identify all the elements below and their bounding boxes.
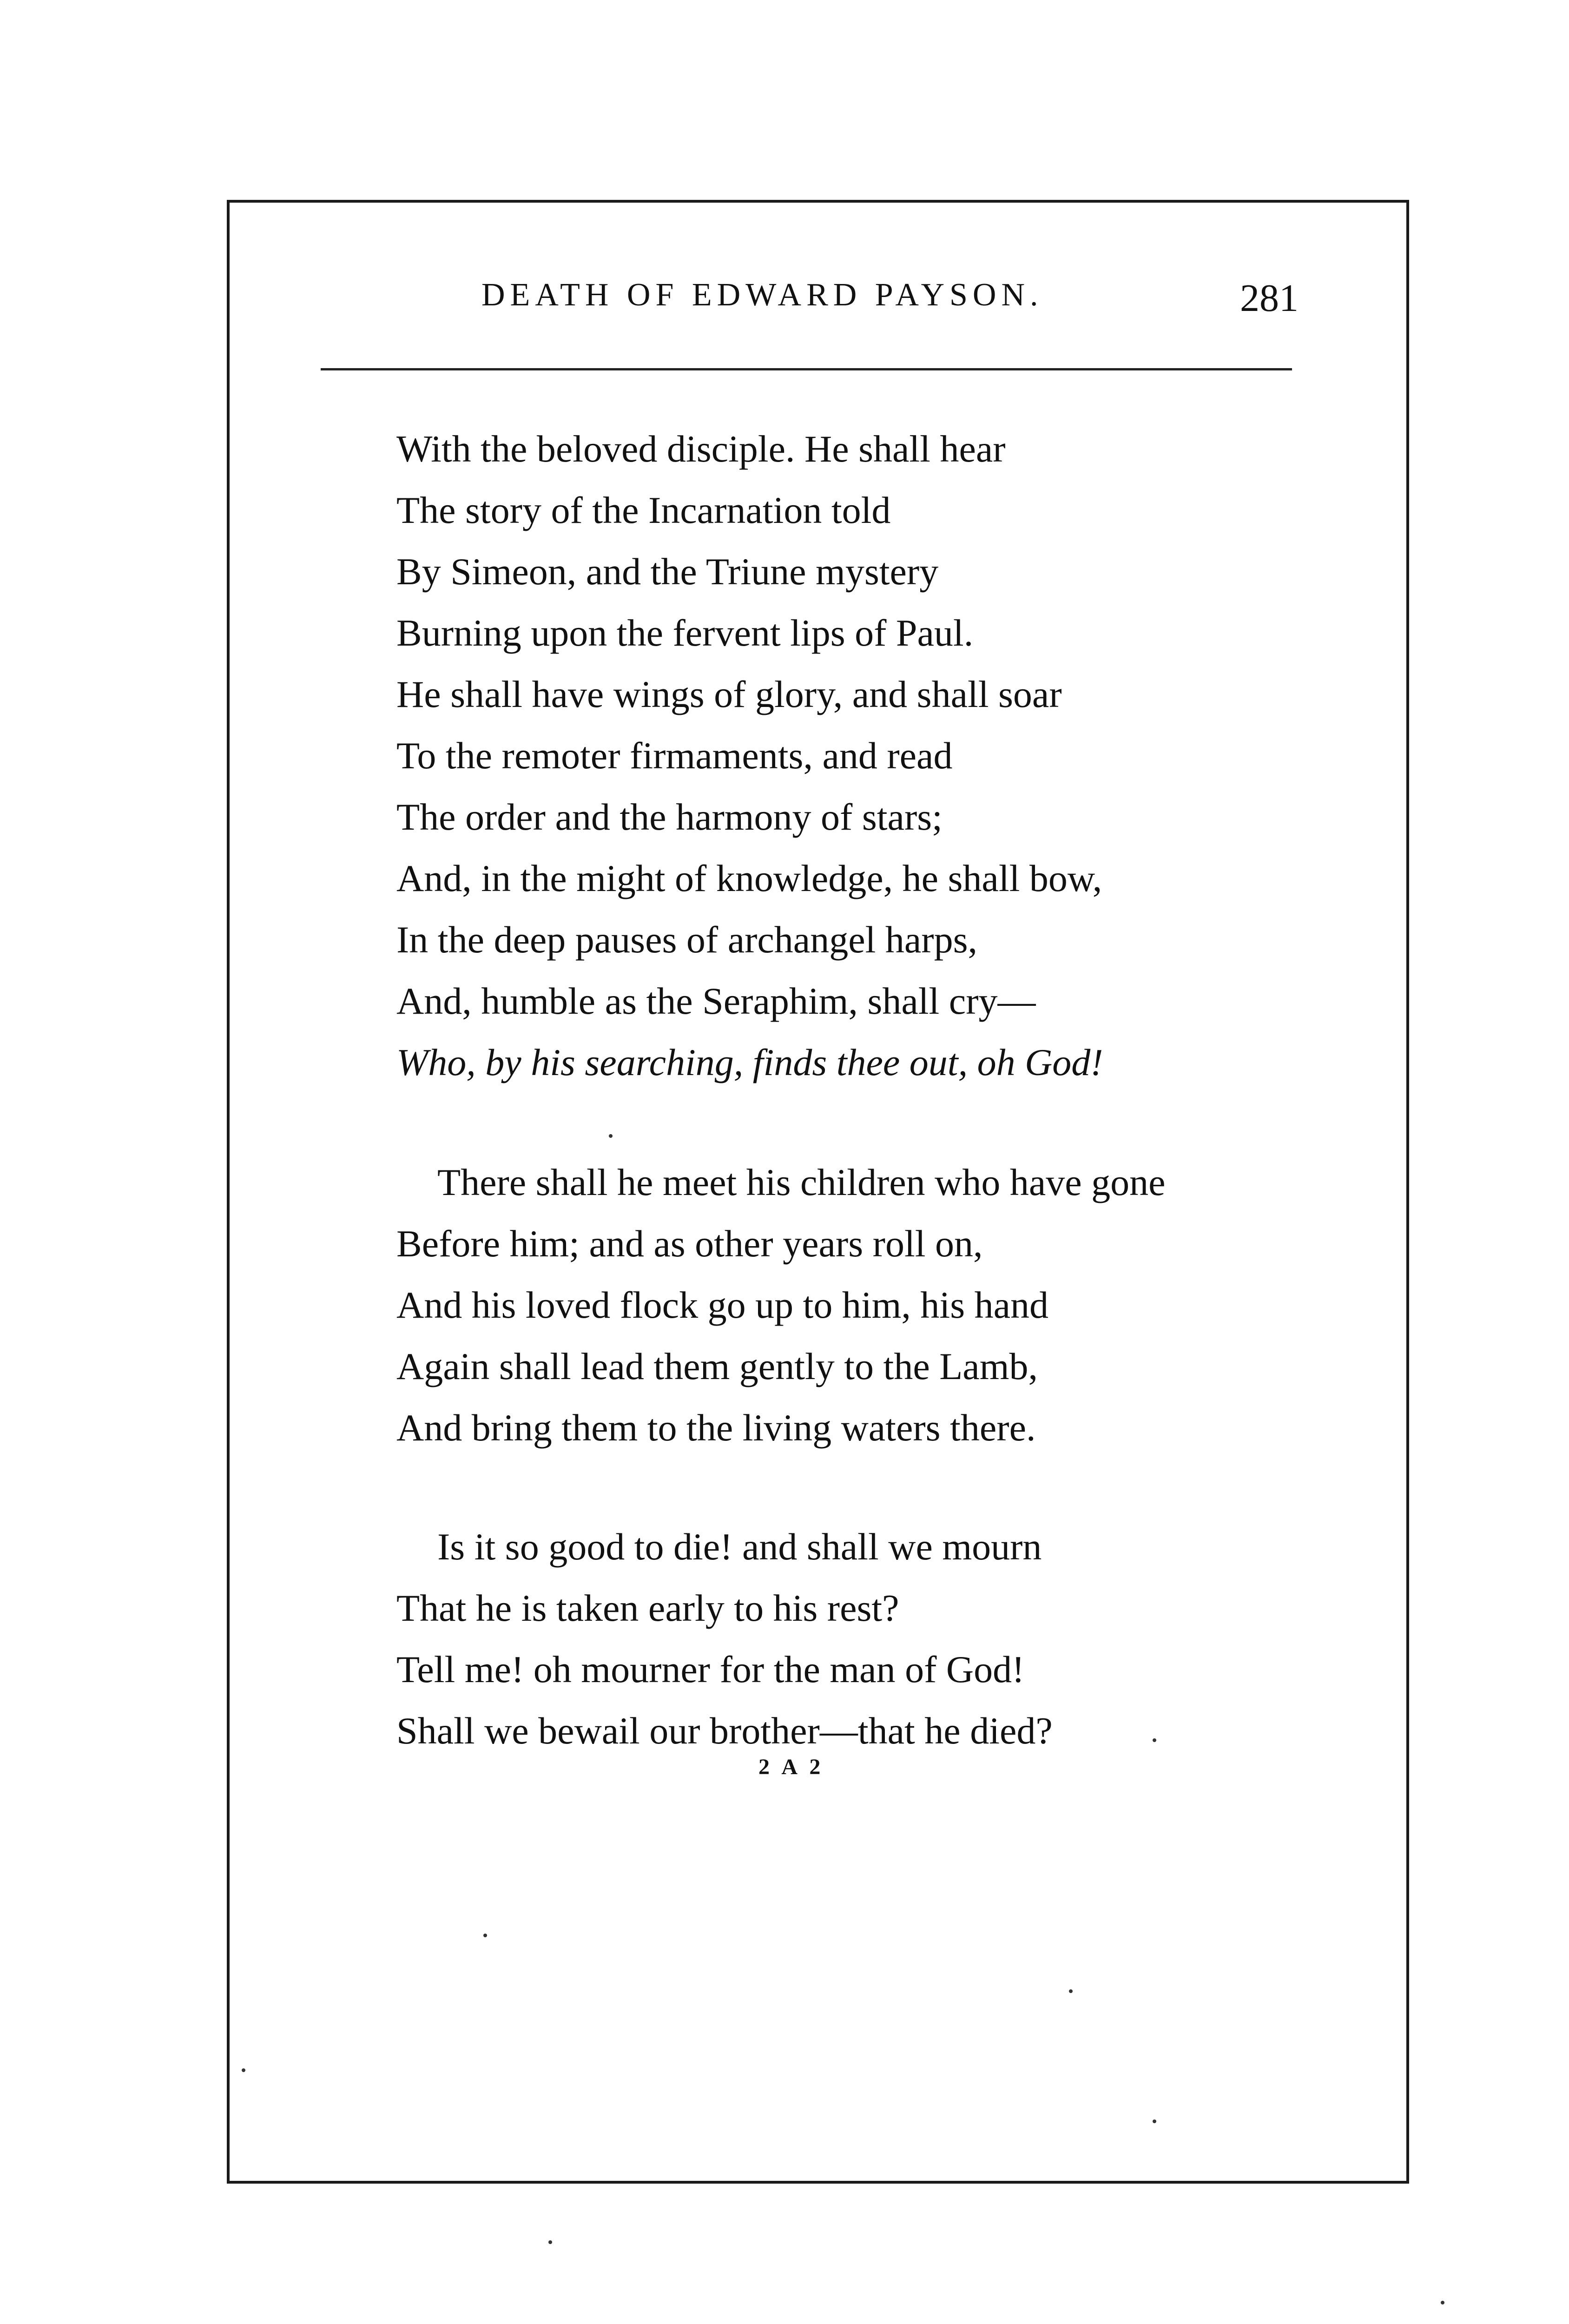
verse-line: He shall have wings of glory, and shall soar [396, 673, 1062, 715]
paper-speck [1153, 1738, 1156, 1742]
verse-line: Burning upon the fervent lips of Paul. [396, 612, 974, 654]
verse-line: By Simeon, and the Triune mystery [396, 550, 939, 593]
page-number: 281 [1240, 277, 1299, 320]
verse-line: And, in the might of knowledge, he shall bow, [396, 857, 1102, 899]
paper-speck [242, 2068, 245, 2072]
running-title: DEATH OF EDWARD PAYSON. [481, 277, 1043, 313]
verse-line: There shall he meet his children who have gone [437, 1161, 1166, 1203]
stanza [396, 418, 1103, 1093]
paper-speck [1153, 2119, 1156, 2123]
verse-line: And bring them to the living waters there. [396, 1406, 1036, 1449]
stanza [396, 1516, 1053, 1762]
verse-line-italic: Who, by his searching, finds thee out, oh God! [396, 1041, 1103, 1083]
paper-speck [1069, 1989, 1073, 1993]
printer-signature-mark: 2 A 2 [758, 1755, 824, 1779]
paper-speck [483, 1934, 487, 1937]
verse-line: Shall we bewail our brother—that he died? [396, 1710, 1053, 1752]
verse-line: And, humble as the Seraphim, shall cry— [396, 980, 1036, 1022]
stanza [396, 1152, 1166, 1459]
verse-line: To the remoter firmaments, and read [396, 734, 953, 777]
verse-line: Again shall lead them gently to the Lamb, [396, 1345, 1038, 1387]
paper-speck [609, 1134, 613, 1138]
verse-line: The story of the Incarnation told [396, 489, 891, 531]
verse-line: Tell me! oh mourner for the man of God! [396, 1648, 1025, 1690]
verse-line: In the deep pauses of archangel harps, [396, 918, 977, 961]
paper-speck [548, 2240, 552, 2244]
header-rule [321, 368, 1292, 370]
verse-line: Before him; and as other years roll on, [396, 1222, 983, 1265]
verse-line: Is it so good to die! and shall we mourn [437, 1525, 1042, 1568]
verse-line: That he is taken early to his rest? [396, 1587, 899, 1629]
verse-line: With the beloved disciple. He shall hear [396, 428, 1006, 470]
paper-speck [1441, 2301, 1444, 2304]
verse-line: And his loved flock go up to him, his hand [396, 1284, 1049, 1326]
verse-line: The order and the harmony of stars; [396, 796, 943, 838]
